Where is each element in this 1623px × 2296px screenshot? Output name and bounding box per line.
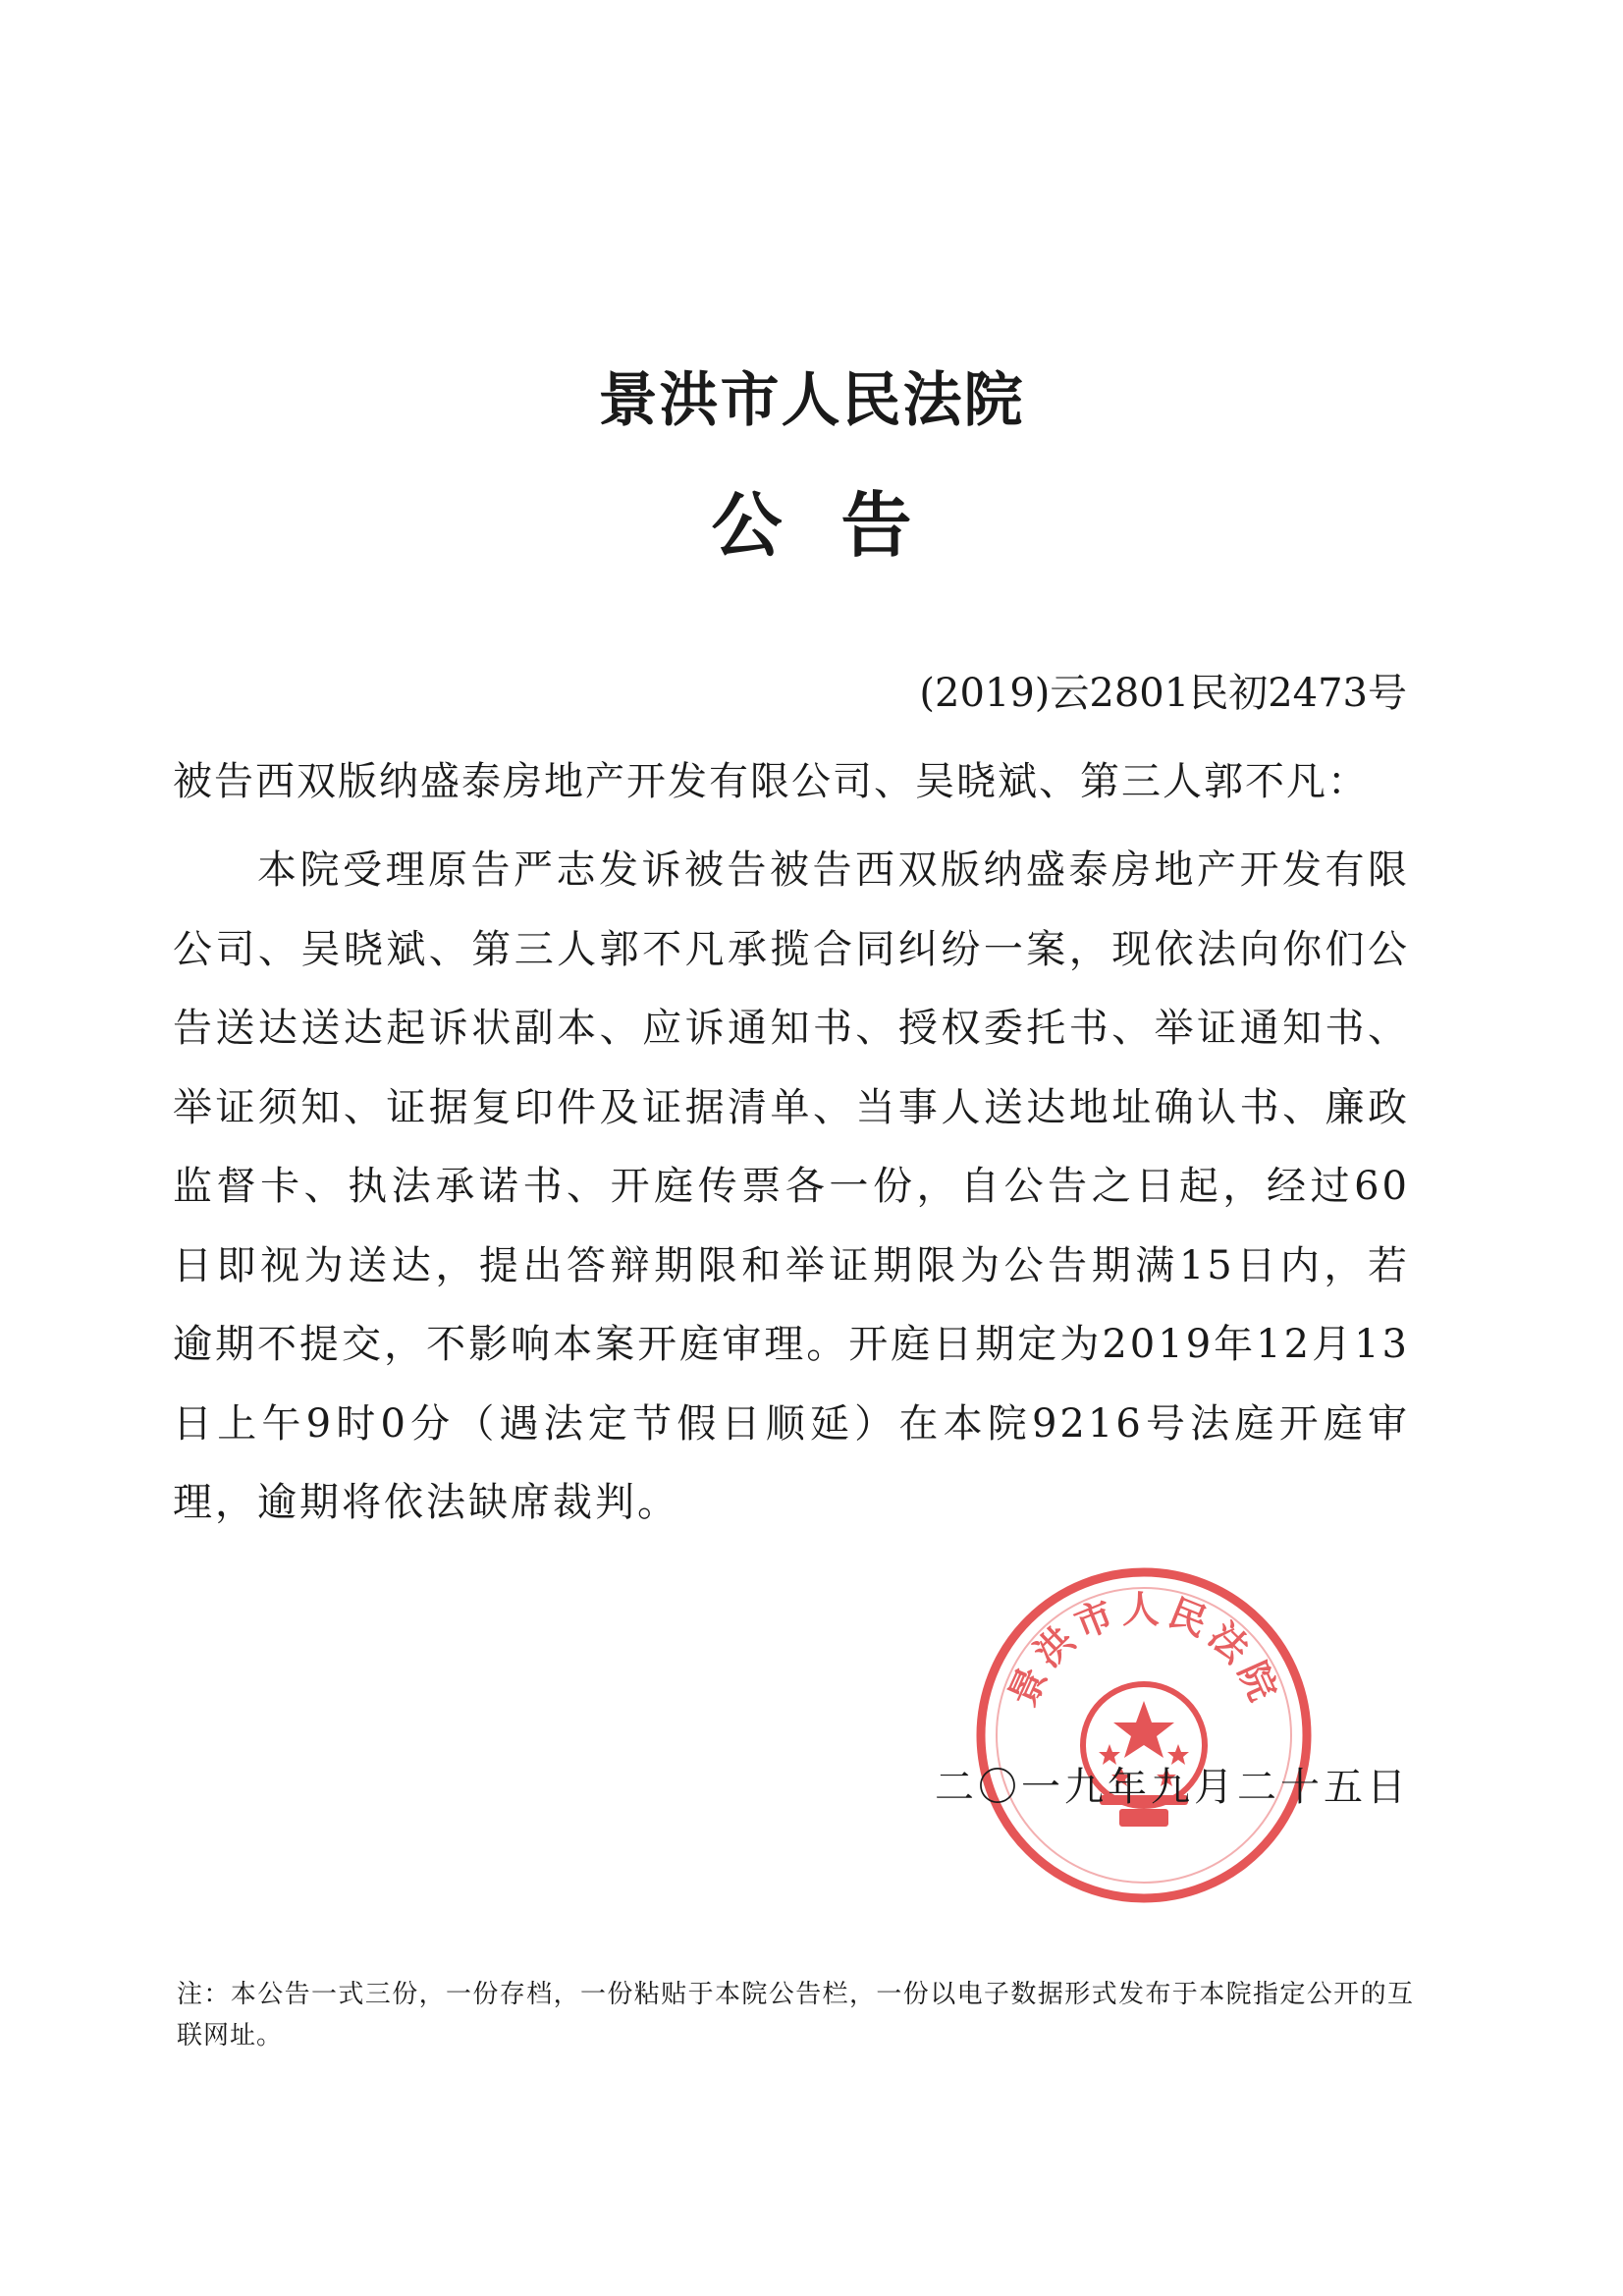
court-seal-icon xyxy=(972,1563,1316,1907)
issue-date: 二〇一九年九月二十五日 xyxy=(935,1765,1410,1810)
document-title: 公告 xyxy=(711,484,971,567)
recipients-line: 被告西双版纳盛泰房地产开发有限公司、吴晓斌、第三人郭不凡： xyxy=(173,759,1369,804)
seal-text: 景洪市人民法院 xyxy=(1001,1588,1287,1713)
footnote: 注：本公告一式三份，一份存档，一份粘贴于本院公告栏，一份以电子数据形式发布于本院指定公开的互联网址。 xyxy=(177,1980,1414,2050)
court-name: 景洪市人民法院 xyxy=(598,366,1025,435)
case-number: (2019)云2801民初2473号 xyxy=(919,671,1407,716)
notice-body: 本院受理原告严志发诉被告被告西双版纳盛泰房地产开发有限公司、吴晓斌、第三人郭不凡承揽合同纠纷一案，现依法向你们公告送达送达起诉状副本、应诉通知书、授权委托书、举证通知书、举证须知、证据复印件及证据清单、当事人送达地址确认书、廉政监督卡、执法承诺书、开庭传票各一份，自公告之日起，经过60日即视为送达，提出答辩期限和举证期限为公告期满15日内，若逾期不提交，不影响本案开庭审理。开庭日期定为2019年12月13日上午9时0分（遇法定节假日顺延）在本院9216号法庭开庭审理，逾期将依法缺席裁判。 xyxy=(173,847,1410,1525)
